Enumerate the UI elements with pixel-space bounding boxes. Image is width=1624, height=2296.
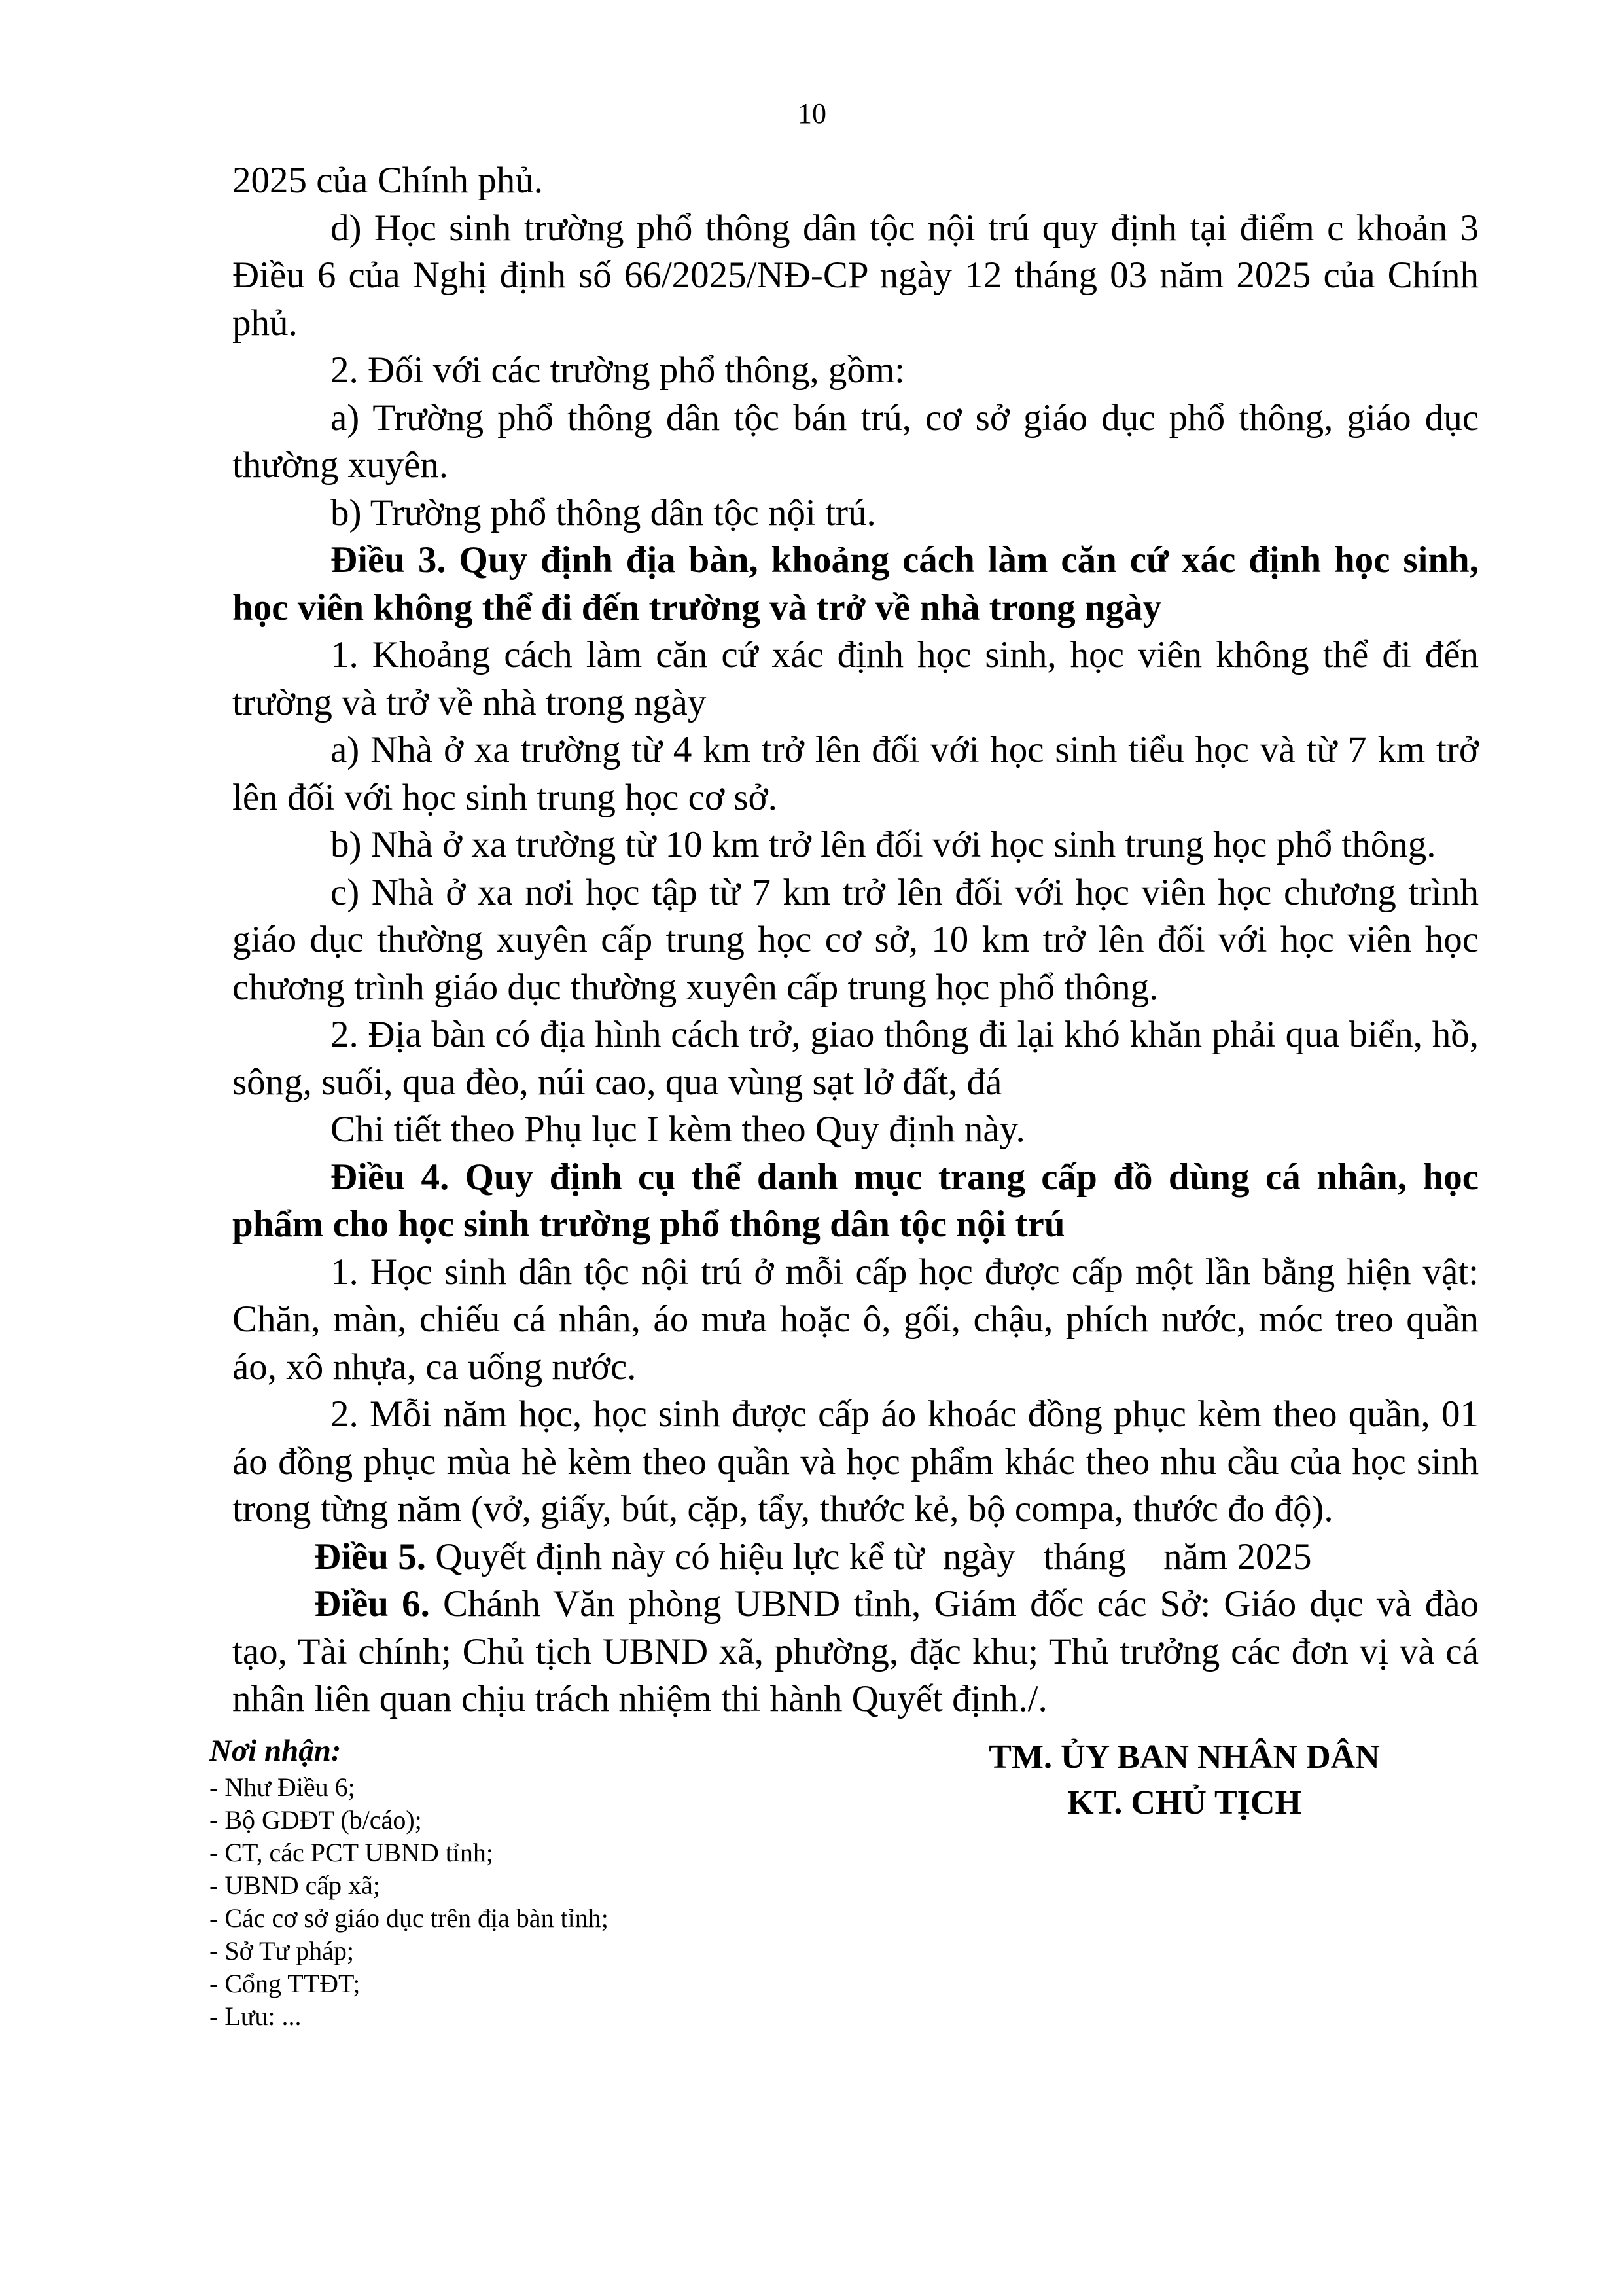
recipient-item: - Sở Tư pháp; (209, 1936, 354, 1965)
article-3-clause-2: 2. Địa bàn có địa hình cách trở, giao thông đi lại khó khăn phải qua biển, hồ, sông, suối, qua đèo, núi cao, qua vùng sạt lở đất, đá (232, 1014, 1479, 1103)
recipient-item: - UBND cấp xã; (209, 1871, 381, 1900)
recipients-title: Nơi nhận: (209, 1734, 342, 1768)
article-3-heading: Điều 3. Quy định địa bàn, khoảng cách làm căn cứ xác định học sinh, học viên không thể đi đến trường và trở về nhà trong ngày (232, 539, 1479, 628)
recipient-item: - Các cơ sở giáo dục trên địa bàn tỉnh; (209, 1903, 609, 1933)
signature-line-2: KT. CHỦ TỊCH (1067, 1784, 1301, 1821)
article-4-clause-1: 1. Học sinh dân tộc nội trú ở mỗi cấp học được cấp một lần bằng hiện vật: Chăn, màn, chiếu cá nhân, áo mưa hoặc ô, gối, chậu, phích nước, móc treo quần áo, xô nhựa, ca uống nước. (232, 1251, 1479, 1388)
recipients-list (209, 1734, 864, 2033)
article-3-appendix-note: Chi tiết theo Phụ lục I kèm theo Quy định này. (330, 1109, 1025, 1150)
recipient-item: - CT, các PCT UBND tỉnh; (209, 1838, 494, 1867)
paragraph-clause-2: 2. Đối với các trường phổ thông, gồm: (330, 350, 905, 391)
article-5-label: Điều 5. (314, 1535, 426, 1577)
recipient-item: - Cổng TTĐT; (209, 1969, 361, 1998)
paragraph-item-b: b) Trường phổ thông dân tộc nội trú. (330, 492, 876, 533)
article-6 (232, 1581, 1479, 1723)
signature-block (896, 1734, 1472, 1826)
signature-line-1: TM. ỦY BAN NHÂN DÂN (989, 1738, 1380, 1776)
article-3-item-b: b) Nhà ở xa trường từ 10 km trở lên đối với học sinh trung học phổ thông. (330, 824, 1436, 865)
article-4-clause-2: 2. Mỗi năm học, học sinh được cấp áo khoác đồng phục kèm theo quần, 01 áo đồng phục mùa hè kèm theo quần và học phẩm khác theo nhu cầu của học sinh trong từng năm (vở, giấy, bút, cặp, tẩy, thước kẻ, bộ compa, thước đo độ). (232, 1393, 1479, 1530)
article-3-item-a: a) Nhà ở xa trường từ 4 km trở lên đối với học sinh tiểu học và từ 7 km trở lên đối với học sinh trung học cơ sở. (232, 729, 1479, 818)
paragraph-item-a: a) Trường phổ thông dân tộc bán trú, cơ sở giáo dục phổ thông, giáo dục thường xuyên. (232, 397, 1479, 486)
article-4-heading: Điều 4. Quy định cụ thể danh mục trang cấp đồ dùng cá nhân, học phẩm cho học sinh trường phổ thông dân tộc nội trú (232, 1156, 1479, 1245)
paragraph-item-d: d) Học sinh trường phổ thông dân tộc nội trú quy định tại điểm c khoản 3 Điều 6 của Nghị định số 66/2025/NĐ-CP ngày 12 tháng 03 năm 2025 của Chính phủ. (232, 207, 1479, 344)
recipient-item: - Lưu: ... (209, 2001, 302, 2031)
article-6-label: Điều 6. (314, 1583, 430, 1624)
article-5-text: Quyết định này có hiệu lực kể từ ngày tháng năm 2025 (426, 1535, 1312, 1577)
article-3-item-c: c) Nhà ở xa nơi học tập từ 7 km trở lên đối với học viên học chương trình giáo dục thường xuyên cấp trung học cơ sở, 10 km trở lên đối với học viên học chương trình giáo dục thường xuyên cấp trung học phổ thông. (232, 871, 1479, 1008)
recipient-item: - Như Điều 6; (209, 1772, 355, 1802)
article-6-text: Chánh Văn phòng UBND tỉnh, Giám đốc các Sở: Giáo dục và đào tạo, Tài chính; Chủ tịch UBND xã, phường, đặc khu; Thủ trưởng các đơn vị và cá nhân liên quan chịu trách nhiệm thi hành Quyết định./. (232, 1583, 1479, 1719)
document-body (232, 157, 1479, 1723)
paragraph-continuation: 2025 của Chính phủ. (232, 160, 543, 201)
recipient-item: - Bộ GDĐT (b/cáo); (209, 1805, 422, 1835)
article-3-clause-1: 1. Khoảng cách làm căn cứ xác định học sinh, học viên không thể đi đến trường và trở về nhà trong ngày (232, 634, 1479, 723)
article-5 (232, 1534, 1479, 1581)
page-number: 10 (798, 98, 826, 130)
